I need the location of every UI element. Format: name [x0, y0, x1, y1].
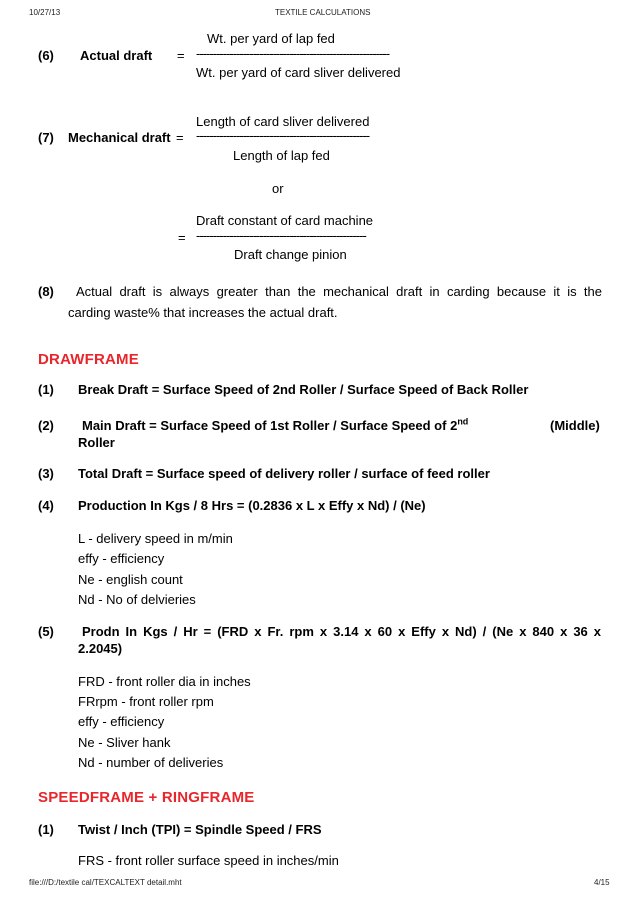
- item-7-number: (7): [38, 130, 54, 145]
- tpi-note: FRS - front roller surface speed in inches/min: [78, 853, 339, 868]
- draft-constant-numerator: Draft constant of card machine: [196, 213, 374, 228]
- actual-draft-fraction-line: ----------------------------------------------------------: [196, 46, 390, 61]
- drawframe-item-4-number: (4): [38, 498, 54, 513]
- footer-page-number: 4/15: [594, 878, 610, 887]
- item-6-number: (6): [38, 48, 54, 63]
- actual-draft-denominator: Wt. per yard of card sliver delivered: [196, 65, 401, 80]
- speedframe-item-1-number: (1): [38, 822, 54, 837]
- header-date: 10/27/13: [29, 8, 61, 17]
- main-draft-formula: [82, 418, 468, 433]
- footer-file-path: file:///D:/textile cal/TEXCALTEXT detail.mht: [29, 878, 182, 887]
- item-8-line-2: carding waste% that increases the actual draft.: [68, 305, 338, 320]
- main-draft-line-2: Roller: [78, 435, 115, 450]
- mechanical-draft-numerator: Length of card sliver delivered: [196, 114, 370, 129]
- mechanical-draft-fraction-line: ----------------------------------------------------: [196, 128, 370, 143]
- production-note-1: L - delivery speed in m/min: [78, 531, 233, 546]
- drawframe-item-1-number: (1): [38, 382, 54, 397]
- actual-draft-equals: =: [177, 48, 185, 63]
- speedframe-heading: SPEEDFRAME + RINGFRAME: [38, 789, 255, 806]
- header-title: TEXTILE CALCULATIONS: [275, 8, 371, 17]
- prodn-note-5: Nd - number of deliveries: [78, 755, 224, 770]
- item-8-number: (8): [38, 284, 54, 299]
- or-text: or: [272, 181, 284, 196]
- main-draft-text: Main Draft = Surface Speed of 1st Roller / Surface Speed of 2: [82, 418, 458, 433]
- prodn-note-1: FRD - front roller dia in inches: [78, 674, 251, 689]
- mechanical-draft-equals: =: [176, 130, 184, 145]
- item-8-line-1: Actual draft is always greater than the mechanical draft in carding because it is the: [76, 284, 602, 299]
- main-draft-superscript: nd: [457, 416, 469, 427]
- drawframe-item-5-number: (5): [38, 624, 54, 639]
- main-draft-middle: (Middle): [550, 418, 600, 433]
- actual-draft-label: Actual draft: [80, 48, 153, 63]
- draft-constant-denominator: Draft change pinion: [234, 247, 347, 262]
- total-draft-formula: Total Draft = Surface speed of delivery roller / surface of feed roller: [78, 466, 490, 481]
- draft-constant-equals: =: [178, 230, 186, 245]
- break-draft-formula: Break Draft = Surface Speed of 2nd Roller / Surface Speed of Back Roller: [78, 382, 529, 397]
- actual-draft-numerator: Wt. per yard of lap fed: [207, 31, 335, 46]
- production-note-2: effy - efficiency: [78, 551, 165, 566]
- mechanical-draft-denominator: Length of lap fed: [233, 148, 330, 163]
- draft-constant-fraction-line: ---------------------------------------------------: [196, 228, 366, 243]
- mechanical-draft-label: Mechanical draft: [68, 130, 171, 145]
- drawframe-item-2-number: (2): [38, 418, 54, 433]
- production-8hrs-formula: Production In Kgs / 8 Hrs = (0.2836 x L x Effy x Nd) / (Ne): [78, 498, 426, 513]
- production-note-3: Ne - english count: [78, 572, 183, 587]
- prodn-note-2: FRrpm - front roller rpm: [78, 694, 214, 709]
- drawframe-item-3-number: (3): [38, 466, 54, 481]
- prodn-per-hr-line-2: 2.2045): [78, 641, 123, 656]
- prodn-note-4: Ne - Sliver hank: [78, 735, 171, 750]
- tpi-formula: Twist / Inch (TPI) = Spindle Speed / FRS: [78, 822, 322, 837]
- production-note-4: Nd - No of delvieries: [78, 592, 196, 607]
- drawframe-heading: DRAWFRAME: [38, 351, 139, 368]
- prodn-note-3: effy - efficiency: [78, 714, 165, 729]
- prodn-per-hr-formula: Prodn In Kgs / Hr = (FRD x Fr. rpm x 3.14 x 60 x Effy x Nd) / (Ne x 840 x 36 x: [82, 624, 601, 639]
